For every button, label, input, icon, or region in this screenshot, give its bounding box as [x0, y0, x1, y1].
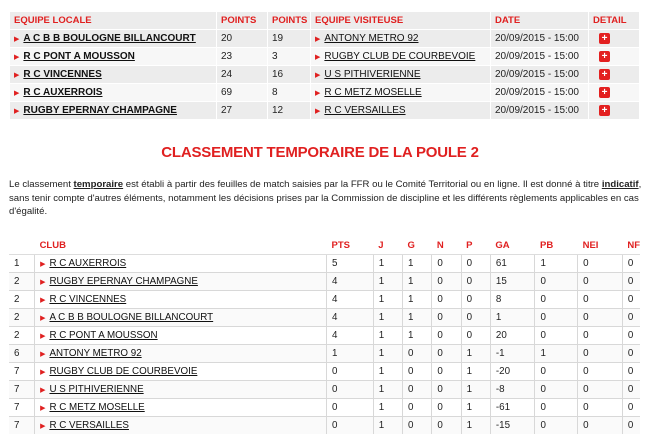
ranking-rank: 7 [9, 399, 35, 417]
detail-cell [589, 66, 639, 83]
ranking-j: 1 [373, 345, 402, 363]
ranking-pb: 0 [535, 417, 578, 435]
ranking-n: 0 [432, 291, 461, 309]
ranking-p: 0 [461, 327, 490, 345]
ranking-pts: 5 [327, 255, 374, 273]
away-team-link[interactable]: R C VERSAILLES [324, 105, 406, 117]
club [40, 402, 145, 413]
away-team [315, 105, 406, 116]
ranking-pb: 0 [535, 399, 578, 417]
ranking-ga: 8 [490, 291, 535, 309]
arrow-right-icon: ▶ [14, 89, 20, 97]
arrow-right-icon: ▶ [315, 107, 321, 115]
ranking-g: 0 [403, 399, 432, 417]
ranking-p: 1 [461, 363, 490, 381]
ranking-rank: 7 [9, 381, 35, 399]
ranking-nei: 0 [578, 345, 623, 363]
ranking-pb: 0 [535, 363, 578, 381]
club-cell [35, 363, 327, 381]
ranking-rank: 2 [9, 291, 35, 309]
arrow-right-icon: ▶ [315, 89, 321, 97]
ranking-pb: 1 [535, 345, 578, 363]
col-home-points: POINTS [217, 12, 267, 29]
ranking-col-g: G [403, 237, 432, 255]
away-points: 8 [268, 84, 310, 101]
ranking-col-nei: NEI [578, 237, 623, 255]
home-team-link[interactable]: R C AUXERROIS [23, 87, 103, 99]
ranking-nf: 0 [622, 345, 640, 363]
ranking-nei: 0 [578, 255, 623, 273]
ranking-nf: 0 [622, 417, 640, 435]
ranking-nei: 0 [578, 363, 623, 381]
ranking-n: 0 [432, 345, 461, 363]
ranking-g: 1 [403, 273, 432, 291]
home-points: 24 [217, 66, 267, 83]
club [40, 366, 197, 377]
ranking-rank: 7 [9, 363, 35, 381]
arrow-right-icon: ▶ [40, 350, 46, 358]
club-cell [35, 255, 327, 273]
match-row [10, 48, 639, 65]
home-points: 23 [217, 48, 267, 65]
ranking-g: 0 [403, 345, 432, 363]
home-points: 69 [217, 84, 267, 101]
ranking-nei: 0 [578, 381, 623, 399]
home-points: 20 [217, 30, 267, 47]
ranking-col-n: N [432, 237, 461, 255]
match-date: 20/09/2015 - 15:00 [491, 66, 588, 83]
ranking-row [9, 327, 640, 345]
ranking-n: 0 [432, 309, 461, 327]
ranking-g: 0 [403, 363, 432, 381]
ranking-j: 1 [373, 417, 402, 435]
matches-header-row [10, 12, 639, 29]
ranking-pb: 0 [535, 327, 578, 345]
home-team [14, 69, 102, 80]
club [40, 258, 126, 269]
ranking-ga: -20 [490, 363, 535, 381]
ranking-nf: 0 [622, 255, 640, 273]
ranking-nei: 0 [578, 417, 623, 435]
plus-icon[interactable]: + [599, 51, 610, 62]
ranking-rank: 2 [9, 273, 35, 291]
club-link[interactable]: U S PITHIVERIENNE [49, 384, 144, 396]
ranking-n: 0 [432, 399, 461, 417]
away-team [315, 33, 419, 44]
ranking-row [9, 309, 640, 327]
ranking-pb: 1 [535, 255, 578, 273]
arrow-right-icon: ▶ [40, 386, 46, 394]
club-link[interactable]: R C VERSAILLES [49, 420, 129, 432]
match-row [10, 102, 639, 119]
match-date: 20/09/2015 - 15:00 [491, 48, 588, 65]
home-team-link[interactable]: R C VINCENNES [23, 69, 102, 81]
ranking-j: 1 [373, 381, 402, 399]
arrow-right-icon: ▶ [14, 35, 20, 43]
ranking-j: 1 [373, 363, 402, 381]
ranking-j: 1 [373, 273, 402, 291]
club-link[interactable]: R C VINCENNES [49, 294, 127, 306]
ranking-ga: 20 [490, 327, 535, 345]
note-keyword-temporaire[interactable]: temporaire [73, 179, 124, 190]
home-team-link[interactable]: A C B B BOULOGNE BILLANCOURT [23, 33, 196, 45]
ranking-g: 1 [403, 327, 432, 345]
club-cell [35, 309, 327, 327]
plus-icon[interactable]: + [599, 33, 610, 44]
note-text-2: est établi à partir des feuilles de match saisies par la FFR ou le Comité Territorial ou en ligne. Il est donné à titre [123, 179, 602, 190]
ranking-j: 1 [373, 399, 402, 417]
ranking-pts: 0 [327, 381, 374, 399]
ranking-rank: 2 [9, 309, 35, 327]
home-team [14, 51, 135, 62]
ranking-header-row [9, 237, 640, 255]
ranking-g: 0 [403, 381, 432, 399]
ranking-nf: 0 [622, 381, 640, 399]
club [40, 330, 158, 341]
ranking-pb: 0 [535, 381, 578, 399]
ranking-n: 0 [432, 327, 461, 345]
away-team [315, 51, 475, 62]
detail-cell [589, 48, 639, 65]
ranking-row [9, 417, 640, 435]
home-team-cell [10, 66, 216, 83]
ranking-rank: 1 [9, 255, 35, 273]
ranking-p: 0 [461, 291, 490, 309]
ranking-p: 1 [461, 345, 490, 363]
ranking-nf: 0 [622, 363, 640, 381]
club-link[interactable]: R C METZ MOSELLE [49, 402, 145, 414]
away-team-cell [311, 84, 490, 101]
ranking-col-pb: PB [535, 237, 578, 255]
plus-icon[interactable]: + [599, 105, 610, 116]
ranking-pts: 0 [327, 399, 374, 417]
ranking-pts: 4 [327, 291, 374, 309]
away-points: 3 [268, 48, 310, 65]
ranking-row [9, 399, 640, 417]
col-away-team: EQUIPE VISITEUSE [311, 12, 490, 29]
away-team-cell [311, 30, 490, 47]
ranking-g: 1 [403, 255, 432, 273]
ranking-n: 0 [432, 381, 461, 399]
ranking-col-p: P [461, 237, 490, 255]
ranking-col-ga: GA [490, 237, 535, 255]
ranking-pts: 4 [327, 309, 374, 327]
ranking-title: CLASSEMENT TEMPORAIRE DE LA POULE 2 [161, 144, 479, 161]
ranking-n: 0 [432, 255, 461, 273]
detail-cell [589, 30, 639, 47]
ranking-p: 0 [461, 255, 490, 273]
ranking-col-j: J [373, 237, 402, 255]
col-away-points: POINTS [268, 12, 310, 29]
club-cell [35, 417, 327, 435]
ranking-pts: 4 [327, 327, 374, 345]
ranking-row [9, 273, 640, 291]
club [40, 276, 198, 287]
col-date: DATE [491, 12, 588, 29]
ranking-pts: 0 [327, 417, 374, 435]
club [40, 420, 129, 431]
club-cell [35, 399, 327, 417]
club [40, 384, 144, 395]
arrow-right-icon: ▶ [14, 53, 20, 61]
club-link[interactable]: ANTONY METRO 92 [49, 348, 142, 360]
club-cell [35, 291, 327, 309]
club-cell [35, 273, 327, 291]
match-date: 20/09/2015 - 15:00 [491, 84, 588, 101]
away-team-cell [311, 66, 490, 83]
ranking-nei: 0 [578, 327, 623, 345]
ranking-j: 1 [373, 255, 402, 273]
ranking-n: 0 [432, 273, 461, 291]
away-team [315, 87, 422, 98]
ranking-n: 0 [432, 417, 461, 435]
ranking-nei: 0 [578, 309, 623, 327]
ranking-pts: 4 [327, 273, 374, 291]
away-team-link[interactable]: R C METZ MOSELLE [324, 87, 422, 99]
note-text-1: Le classement [9, 179, 74, 190]
ranking-ga: 1 [490, 309, 535, 327]
club-link[interactable]: R C AUXERROIS [49, 258, 127, 270]
arrow-right-icon: ▶ [40, 422, 46, 430]
ranking-nf: 0 [622, 291, 640, 309]
match-row [10, 30, 639, 47]
club-link[interactable]: RUGBY EPERNAY CHAMPAGNE [49, 276, 198, 288]
ranking-col-nf: NF [622, 237, 640, 255]
detail-cell [589, 102, 639, 119]
club [40, 312, 213, 323]
club-cell [35, 381, 327, 399]
club-link[interactable]: A C B B BOULOGNE BILLANCOURT [49, 312, 214, 324]
ranking-ga: -15 [490, 417, 535, 435]
ranking-nei: 0 [578, 291, 623, 309]
ranking-col-club: CLUB [35, 237, 327, 255]
note-text-3: , sans tenir compte d'autres éléments, notamment les décisions prises par la Commission de discipline et les différents règlements applicables en cas d'égalité. [9, 179, 642, 217]
away-team-link[interactable]: RUGBY CLUB DE COURBEVOIE [324, 51, 476, 63]
ranking-pb: 0 [535, 273, 578, 291]
arrow-right-icon: ▶ [40, 332, 46, 340]
ranking-rank: 6 [9, 345, 35, 363]
ranking-row [9, 381, 640, 399]
match-row [10, 66, 639, 83]
ranking-pts: 1 [327, 345, 374, 363]
arrow-right-icon: ▶ [40, 260, 46, 268]
ranking-pts: 0 [327, 363, 374, 381]
ranking-g: 1 [403, 291, 432, 309]
ranking-p: 0 [461, 273, 490, 291]
away-team-link[interactable]: U S PITHIVERIENNE [324, 69, 421, 81]
arrow-right-icon: ▶ [40, 314, 46, 322]
home-points: 27 [217, 102, 267, 119]
arrow-right-icon: ▶ [315, 53, 321, 61]
note-keyword-indicatif[interactable]: indicatif [601, 179, 639, 190]
ranking-row [9, 291, 640, 309]
ranking-nei: 0 [578, 399, 623, 417]
away-points: 12 [268, 102, 310, 119]
home-team [14, 33, 196, 44]
ranking-col-rank [9, 237, 35, 255]
club-cell [35, 345, 327, 363]
ranking-j: 1 [373, 309, 402, 327]
ranking-table [9, 237, 640, 434]
ranking-ga: 15 [490, 273, 535, 291]
home-team-cell [10, 102, 216, 119]
ranking-rank: 7 [9, 417, 35, 435]
ranking-note [9, 178, 649, 219]
ranking-nf: 0 [622, 327, 640, 345]
home-team-cell [10, 30, 216, 47]
ranking-pb: 0 [535, 291, 578, 309]
away-team [315, 69, 421, 80]
ranking-g: 1 [403, 309, 432, 327]
away-team-cell [311, 102, 490, 119]
ranking-row [9, 345, 640, 363]
ranking-ga: -8 [490, 381, 535, 399]
arrow-right-icon: ▶ [14, 71, 20, 79]
home-team-link[interactable]: R C PONT A MOUSSON [23, 51, 135, 63]
arrow-right-icon: ▶ [40, 368, 46, 376]
ranking-j: 1 [373, 327, 402, 345]
ranking-ga: -61 [490, 399, 535, 417]
home-team-cell [10, 48, 216, 65]
arrow-right-icon: ▶ [315, 71, 321, 79]
arrow-right-icon: ▶ [14, 107, 20, 115]
ranking-row [9, 363, 640, 381]
matches-table [9, 11, 640, 120]
detail-cell [589, 84, 639, 101]
arrow-right-icon: ▶ [40, 278, 46, 286]
ranking-ga: 61 [490, 255, 535, 273]
arrow-right-icon: ▶ [40, 404, 46, 412]
ranking-nf: 0 [622, 399, 640, 417]
home-team [14, 105, 177, 116]
ranking-p: 1 [461, 399, 490, 417]
ranking-p: 1 [461, 417, 490, 435]
away-team-cell [311, 48, 490, 65]
ranking-g: 0 [403, 417, 432, 435]
away-points: 19 [268, 30, 310, 47]
club-link[interactable]: RUGBY CLUB DE COURBEVOIE [49, 366, 198, 378]
ranking-ga: -1 [490, 345, 535, 363]
col-home-team: EQUIPE LOCALE [10, 12, 216, 29]
match-row [10, 84, 639, 101]
plus-icon[interactable]: + [599, 87, 610, 98]
ranking-nf: 0 [622, 273, 640, 291]
arrow-right-icon: ▶ [40, 296, 46, 304]
ranking-row [9, 255, 640, 273]
ranking-nf: 0 [622, 309, 640, 327]
home-team-cell [10, 84, 216, 101]
home-team-link[interactable]: RUGBY EPERNAY CHAMPAGNE [23, 105, 177, 117]
col-detail: DETAIL [589, 12, 639, 29]
ranking-p: 0 [461, 309, 490, 327]
ranking-rank: 2 [9, 327, 35, 345]
away-points: 16 [268, 66, 310, 83]
club [40, 348, 142, 359]
match-date: 20/09/2015 - 15:00 [491, 30, 588, 47]
ranking-pb: 0 [535, 309, 578, 327]
arrow-right-icon: ▶ [315, 35, 321, 43]
ranking-p: 1 [461, 381, 490, 399]
club [40, 294, 126, 305]
ranking-n: 0 [432, 363, 461, 381]
home-team [14, 87, 102, 98]
club-link[interactable]: R C PONT A MOUSSON [49, 330, 158, 342]
ranking-nei: 0 [578, 273, 623, 291]
club-cell [35, 327, 327, 345]
plus-icon[interactable]: + [599, 69, 610, 80]
away-team-link[interactable]: ANTONY METRO 92 [324, 33, 419, 45]
ranking-col-pts: PTS [327, 237, 374, 255]
ranking-j: 1 [373, 291, 402, 309]
match-date: 20/09/2015 - 15:00 [491, 102, 588, 119]
